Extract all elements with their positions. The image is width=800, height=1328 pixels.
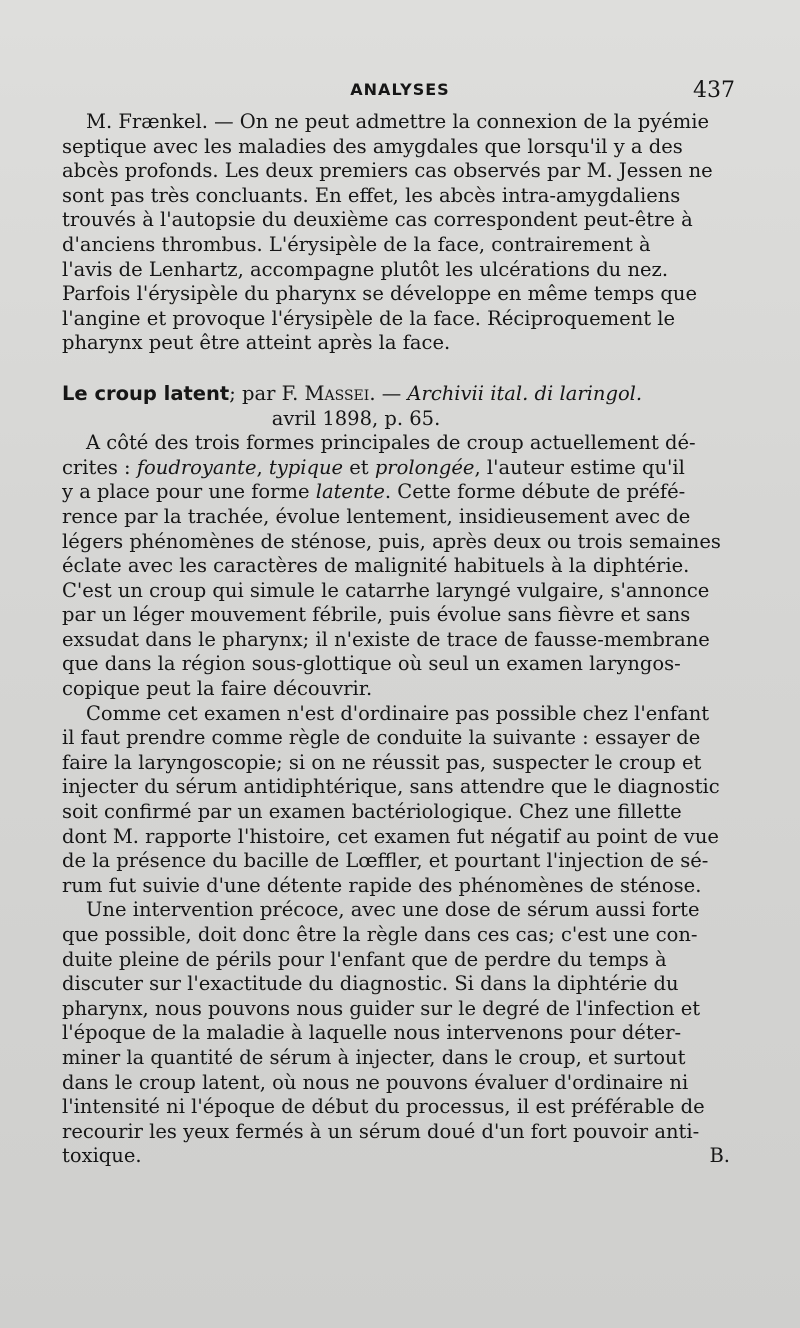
article-heading-line: [62, 382, 730, 407]
emphasis: typique: [268, 455, 344, 479]
text-line: que possible, doit donc être la règle dans ces cas; c'est une con-: [62, 923, 698, 946]
text-line: d'anciens thrombus. L'érysipèle de la face, contrairement à: [62, 232, 651, 256]
text-line: M. Frænkel. — On ne peut admettre la connexion de la pyémie: [86, 110, 710, 133]
text-line: recourir les yeux fermés à un sérum doué d'un fort pouvoir anti-: [62, 1119, 700, 1143]
text-line: pharynx, nous pouvons nous guider sur le degré de l'infection et: [62, 996, 701, 1020]
text-line: l'intensité ni l'époque de début du processus, il est préférable de: [62, 1095, 705, 1119]
text-line: injecter du sérum antidiphtérique, sans attendre que le diagnostic: [62, 775, 720, 799]
text-run: y a place pour une forme: [62, 480, 316, 504]
article-dash: . —: [369, 381, 408, 405]
article-date: avril 1898, p. 65.: [271, 406, 441, 430]
text-line: soit confirmé par un examen bactériologique. Chez une fillette: [62, 800, 682, 824]
text-run: et: [343, 455, 375, 479]
article-heading: [62, 382, 730, 431]
text-line: sont pas très concluants. En effet, les abcès intra-amygdaliens: [62, 183, 681, 207]
text-line: l'avis de Lenhartz, accompagne plutôt les ulcérations du nez.: [62, 257, 669, 281]
text-line: discuter sur l'exactitude du diagnostic. Si dans la diphtérie du: [62, 972, 679, 996]
text-line: copique peut la faire découvrir.: [62, 677, 373, 701]
paragraph-2: [62, 702, 730, 899]
text-run: . Cette forme débute de préfé-: [384, 480, 686, 504]
running-header: ANALYSES: [350, 80, 450, 99]
text-line: [62, 456, 730, 481]
text-line: Une intervention précoce, avec une dose de sérum aussi forte: [86, 898, 700, 922]
article-author: Massei: [304, 381, 370, 405]
text-line: duite pleine de périls pour l'enfant que de perdre du temps à: [62, 947, 667, 971]
reviewer-signature: B.: [709, 1144, 730, 1168]
text-line: rence par la trachée, évolue lentement, insidieusement avec de: [62, 504, 691, 528]
text-line: miner la quantité de sérum à injecter, dans le croup, et surtout: [62, 1045, 686, 1069]
text-line: par un léger mouvement fébrile, puis évolue sans fièvre et sans: [62, 603, 691, 627]
text-run: , l'auteur estime qu'il: [474, 455, 685, 479]
text-line: rum fut suivie d'une détente rapide des phénomènes de sténose.: [62, 873, 702, 897]
text-run: ,: [256, 455, 269, 479]
text-line: Parfois l'érysipèle du pharynx se développe en même temps que: [62, 282, 698, 306]
text-line: dont M. rapporte l'histoire, cet examen fut négatif au point de vue: [62, 824, 719, 848]
text-line: légers phénomènes de sténose, puis, après deux ou trois semaines: [62, 529, 721, 553]
text-line: abcès profonds. Les deux premiers cas observés par M. Jessen ne: [62, 159, 713, 183]
text-line: Comme cet examen n'est d'ordinaire pas possible chez l'enfant: [86, 701, 710, 725]
article-by: ; par F.: [229, 381, 305, 405]
spacer: [62, 356, 730, 382]
text-line: que dans la région sous-glottique où seul un examen laryngos-: [62, 652, 681, 676]
text-line: trouvés à l'autopsie du deuxième cas correspondent peut-être à: [62, 208, 693, 232]
text-line: l'angine et provoque l'érysipèle de la face. Réciproquement le: [62, 306, 676, 330]
emphasis: prolongée: [374, 455, 475, 479]
page-body: [62, 110, 730, 1169]
article-journal: Archivii ital. di laringol.: [407, 381, 643, 405]
first-paragraph: [62, 110, 730, 356]
page-number: 437: [693, 78, 735, 103]
closing-line: [62, 1144, 730, 1169]
text-line: dans le croup latent, où nous ne pouvons évaluer d'ordinaire ni: [62, 1070, 689, 1094]
text-run: crites :: [62, 455, 137, 479]
text-line: de la présence du bacille de Lœffler, et pourtant l'injection de sé-: [62, 849, 709, 873]
text-line: l'époque de la maladie à laquelle nous intervenons pour déter-: [62, 1021, 682, 1045]
paragraph-1: [62, 431, 730, 702]
text-line: septique avec les maladies des amygdales que lorsqu'il y a des: [62, 134, 683, 158]
text-line: faire la laryngoscopie; si on ne réussit pas, suspecter le croup et: [62, 750, 702, 774]
text-line: pharynx peut être atteint après la face.: [62, 331, 451, 355]
text-line: A côté des trois formes principales de croup actuellement dé-: [86, 431, 696, 455]
text-line: éclate avec les caractères de malignité habituels à la diphtérie.: [62, 554, 690, 578]
paragraph-3: [62, 898, 730, 1169]
text-line: toxique.: [62, 1144, 142, 1168]
emphasis: latente: [315, 480, 385, 504]
emphasis: foudroyante: [136, 455, 257, 479]
text-line: il faut prendre comme règle de conduite la suivante : essayer de: [62, 726, 701, 750]
text-line: exsudat dans le pharynx; il n'existe de trace de fausse-membrane: [62, 627, 710, 651]
text-line: C'est un croup qui simule le catarrhe laryngé vulgaire, s'annonce: [62, 578, 710, 602]
text-line: [62, 480, 730, 505]
article-title: Le croup latent: [62, 381, 230, 405]
